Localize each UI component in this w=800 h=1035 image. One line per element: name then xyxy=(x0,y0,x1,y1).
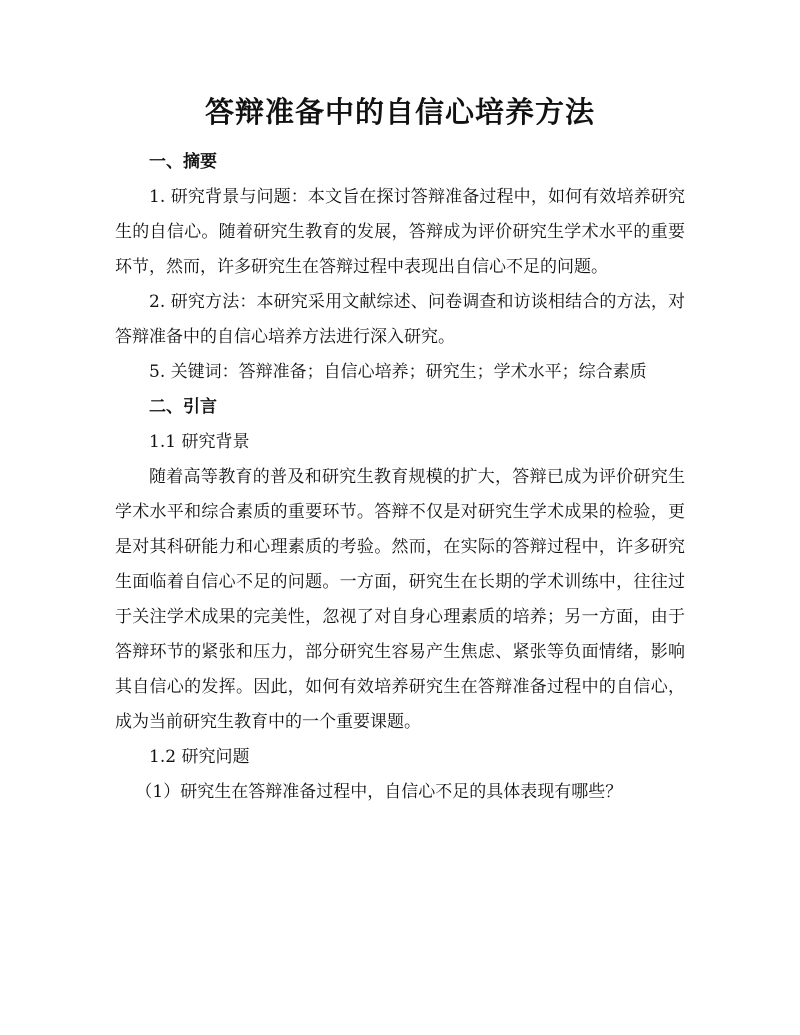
intro-background-paragraph: 随着高等教育的普及和研究生教育规模的扩大，答辩已成为评价研究生学术水平和综合素质的重要环节。答辩不仅是对研究生学术成果的检验，更是对其科研能力和心理素质的考验。然而，在实际的答辩过程中，许多研究生面临着自信心不足的问题。一方面，研究生在长期的学术训练中，往往过于关注学术成果的完美性，忽视了对自身心理素质的培养；另一方面，由于答辩环节的紧张和压力，部分研究生容易产生焦虑、紧张等负面情绪，影响其自信心的发挥。因此，如何有效培养研究生在答辩准备过程中的自信心，成为当前研究生教育中的一个重要课题。 xyxy=(115,467,685,732)
document-title: 答辩准备中的自信心培养方法 xyxy=(204,95,595,129)
subsection-heading-background: 1.1 研究背景 xyxy=(149,432,250,452)
research-question-1: （1）研究生在答辩准备过程中，自信心不足的具体表现有哪些？ xyxy=(135,782,623,802)
document-body xyxy=(115,145,685,810)
section-heading-abstract: 一、摘要 xyxy=(149,152,217,172)
abstract-paragraph-2: 2. 研究方法：本研究采用文献综述、问卷调查和访谈相结合的方法，对答辩准备中的自信心培养方法进行深入研究。 xyxy=(115,292,685,347)
abstract-keywords: 5. 关键词：答辩准备；自信心培养；研究生；学术水平；综合素质 xyxy=(149,362,647,382)
subsection-heading-questions: 1.2 研究问题 xyxy=(149,747,250,767)
section-heading-intro: 二、引言 xyxy=(149,397,217,417)
abstract-paragraph-1: 1. 研究背景与问题：本文旨在探讨答辩准备过程中，如何有效培养研究生的自信心。随着研究生教育的发展，答辩成为评价研究生学术水平的重要环节，然而，许多研究生在答辩过程中表现出自信心不足的问题。 xyxy=(115,187,685,277)
